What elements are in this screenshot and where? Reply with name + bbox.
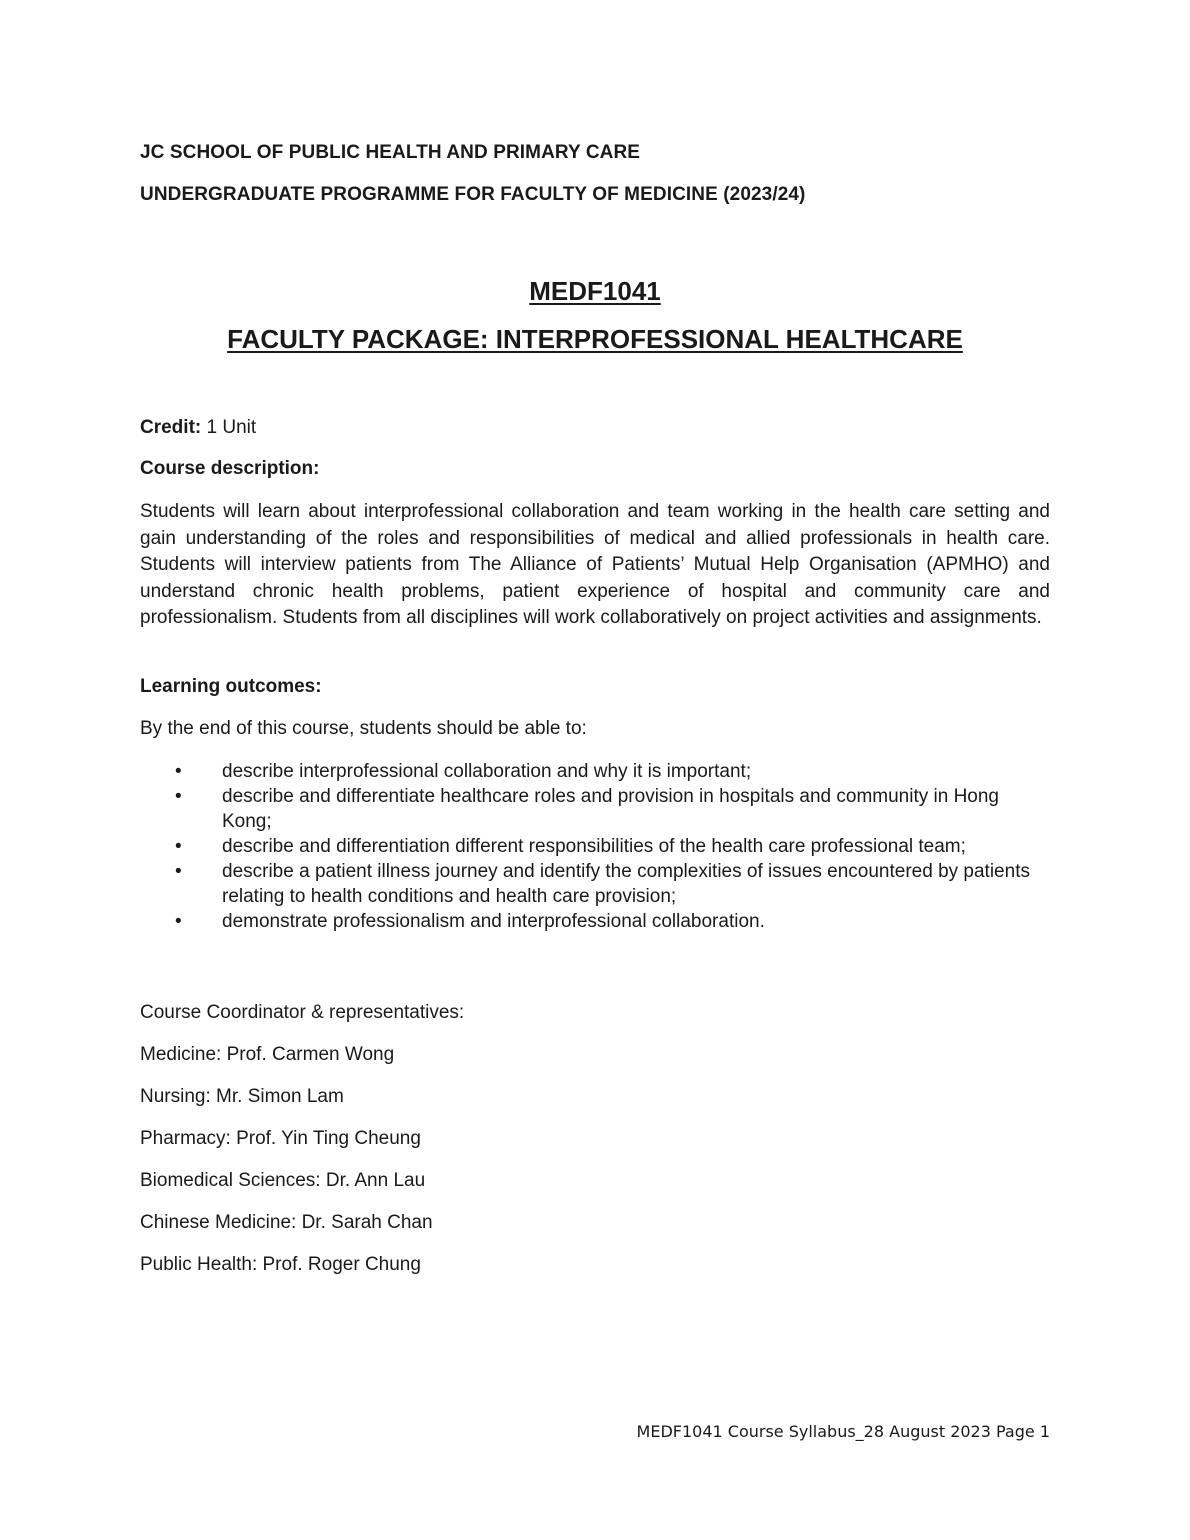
coordinator-entry: Public Health: Prof. Roger Chung bbox=[140, 1254, 421, 1275]
outcome-text: demonstrate professionalism and interprofessional collaboration. bbox=[222, 911, 765, 932]
coordinator-entry: Nursing: Mr. Simon Lam bbox=[140, 1086, 344, 1107]
programme-name: UNDERGRADUATE PROGRAMME FOR FACULTY OF MEDICINE (2023/24) bbox=[140, 184, 806, 205]
learning-outcomes-heading: Learning outcomes: bbox=[140, 676, 322, 697]
bullet-icon: • bbox=[175, 836, 182, 857]
outcome-text: describe interprofessional collaboration and why it is important; bbox=[222, 761, 752, 782]
learning-outcomes-intro: By the end of this course, students should be able to: bbox=[140, 718, 587, 739]
list-item bbox=[140, 859, 1050, 909]
list-item bbox=[140, 909, 1050, 934]
credit-label: Credit: bbox=[140, 417, 202, 438]
credit-value: 1 Unit bbox=[201, 417, 257, 438]
outcome-text: describe and differentiate healthcare roles and provision in hospitals and community in Hong Kong; bbox=[222, 786, 999, 832]
bullet-icon: • bbox=[175, 861, 182, 882]
credit-line bbox=[140, 415, 1050, 442]
list-item bbox=[140, 759, 1050, 784]
coordinator-entry: Chinese Medicine: Dr. Sarah Chan bbox=[140, 1212, 433, 1233]
course-title: FACULTY PACKAGE: INTERPROFESSIONAL HEALTHCARE bbox=[227, 324, 963, 354]
bullet-icon: • bbox=[175, 761, 182, 782]
learning-outcomes-list bbox=[140, 759, 1050, 934]
list-item bbox=[140, 784, 1050, 834]
description-heading: Course description: bbox=[140, 458, 320, 479]
bullet-icon: • bbox=[175, 911, 182, 932]
outcome-text: describe and differentiation different responsibilities of the health care professional team; bbox=[222, 836, 966, 857]
coordinator-entry: Biomedical Sciences: Dr. Ann Lau bbox=[140, 1170, 426, 1191]
coordinator-entry: Medicine: Prof. Carmen Wong bbox=[140, 1044, 395, 1065]
school-name: JC SCHOOL OF PUBLIC HEALTH AND PRIMARY CARE bbox=[140, 142, 641, 163]
coordinator-entry: Pharmacy: Prof. Yin Ting Cheung bbox=[140, 1128, 421, 1149]
description-text: Students will learn about interprofessional collaboration and team working in the health care setting and gain understanding of the roles and responsibilities of medical and allied professionals in health care. Students will interview patients from The Alliance of Patients’ Mutual Help Organisation (APMHO) and understand chronic health problems, patient experience of hospital and community care and professionalism. Students from all disciplines will work collaboratively on project activities and assignments. bbox=[140, 501, 1050, 628]
course-code: MEDF1041 bbox=[529, 276, 661, 306]
outcome-text: describe a patient illness journey and identify the complexities of issues encountered by patients relating to health conditions and health care provision; bbox=[222, 861, 1030, 907]
list-item bbox=[140, 834, 1050, 859]
coordinators-heading: Course Coordinator & representatives: bbox=[140, 1002, 465, 1023]
page-footer: MEDF1041 Course Syllabus_28 August 2023 Page 1 bbox=[636, 1422, 1050, 1441]
bullet-icon: • bbox=[175, 786, 182, 807]
